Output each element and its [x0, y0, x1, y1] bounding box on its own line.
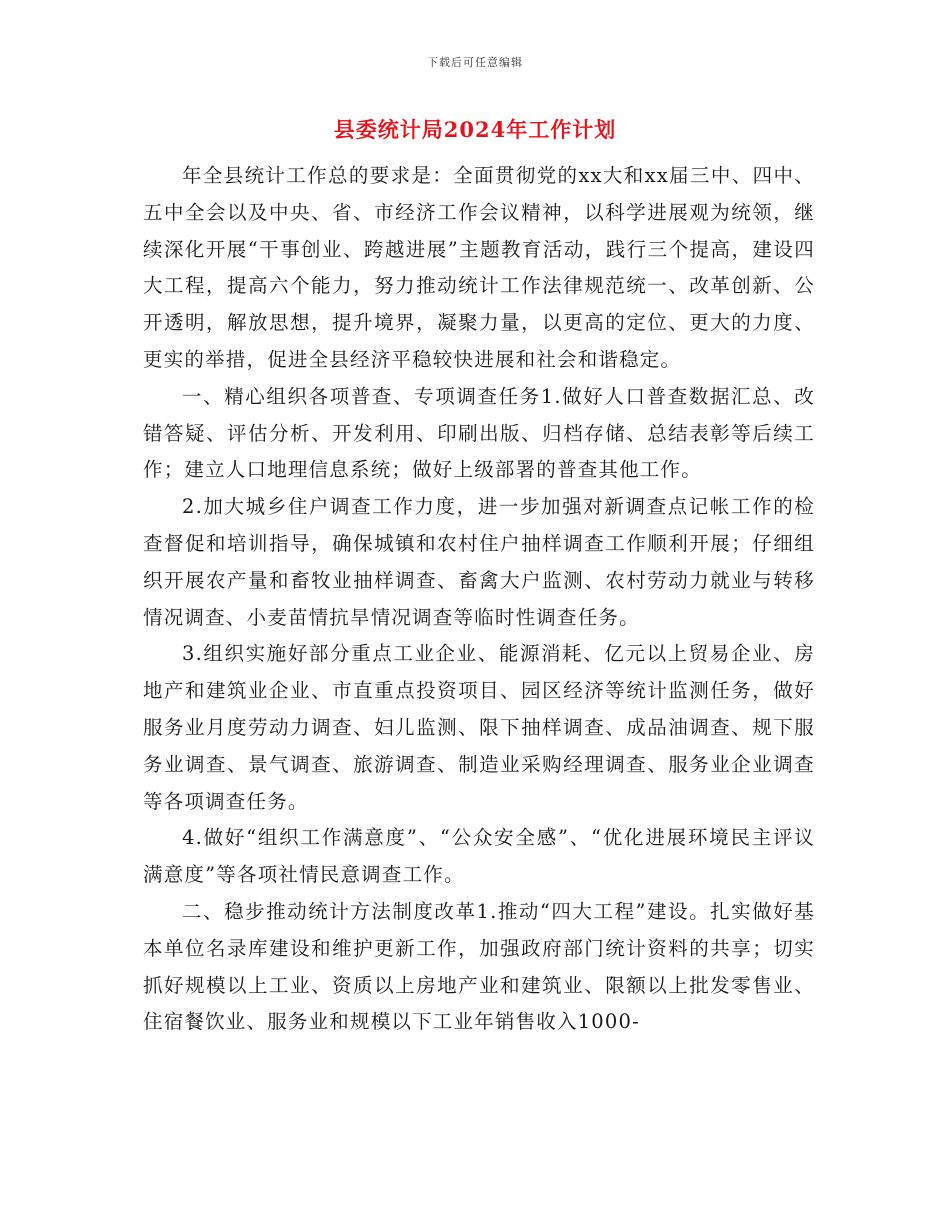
paragraph-item-3: 3.组织实施好部分重点工业企业、能源消耗、亿元以上贸易企业、房地产和建筑业企业、市直重点投资项目、园区经济等统计监测任务，做好服务业月度劳动力调查、妇儿监测、限下抽样调查、成品油调查、规下服务业调查、景气调查、旅游调查、制造业采购经理调查、服务业企业调查等各项调查任务。	[143, 642, 815, 813]
paragraph-item-4: 4.做好“组织工作满意度”、“公众安全感”、“优化进展环境民主评议满意度”等各项社情民意调查工作。	[143, 826, 815, 887]
header-note: 下载后可任意编辑	[427, 56, 523, 69]
document-body	[143, 158, 815, 1041]
paragraph-item-2: 2.加大城乡住户调查工作力度，进一步加强对新调查点记帐工作的检查督促和培训指导，确保城镇和农村住户抽样调查工作顺利开展；仔细组织开展农产量和畜牧业抽样调查、畜禽大户监测、农村劳动力就业与转移情况调查、小麦苗情抗旱情况调查等临时性调查任务。	[143, 495, 815, 629]
paragraph-intro: 年全县统计工作总的要求是：全面贯彻党的xx大和xx届三中、四中、五中全会以及中央、省、市经济工作会议精神，以科学进展观为统领，继续深化开展“干事创业、跨越进展”主题教育活动，践行三个提高，建设四大工程，提高六个能力，努力推动统计工作法律规范统一、改革创新、公开透明，解放思想，提升境界，凝聚力量，以更高的定位、更大的力度、更实的举措，促进全县经济平稳较快进展和社会和谐稳定。	[143, 164, 815, 371]
document-title: 县委统计局2024年工作计划	[333, 117, 617, 142]
paragraph-section-2: 二、稳步推动统计方法制度改革1.推动“四大工程”建设。扎实做好基本单位名录库建设和维护更新工作，加强政府部门统计资料的共享；切实抓好规模以上工业、资质以上房地产业和建筑业、限额以上批发零售业、住宿餐饮业、服务业和规模以下工业年销售收入1000-	[143, 899, 815, 1034]
paragraph-section-1: 一、精心组织各项普查、专项调查任务1.做好人口普查数据汇总、改错答疑、评估分析、开发利用、印刷出版、归档存储、总结表彰等后续工作；建立人口地理信息系统；做好上级部署的普查其他工作。	[143, 384, 815, 482]
